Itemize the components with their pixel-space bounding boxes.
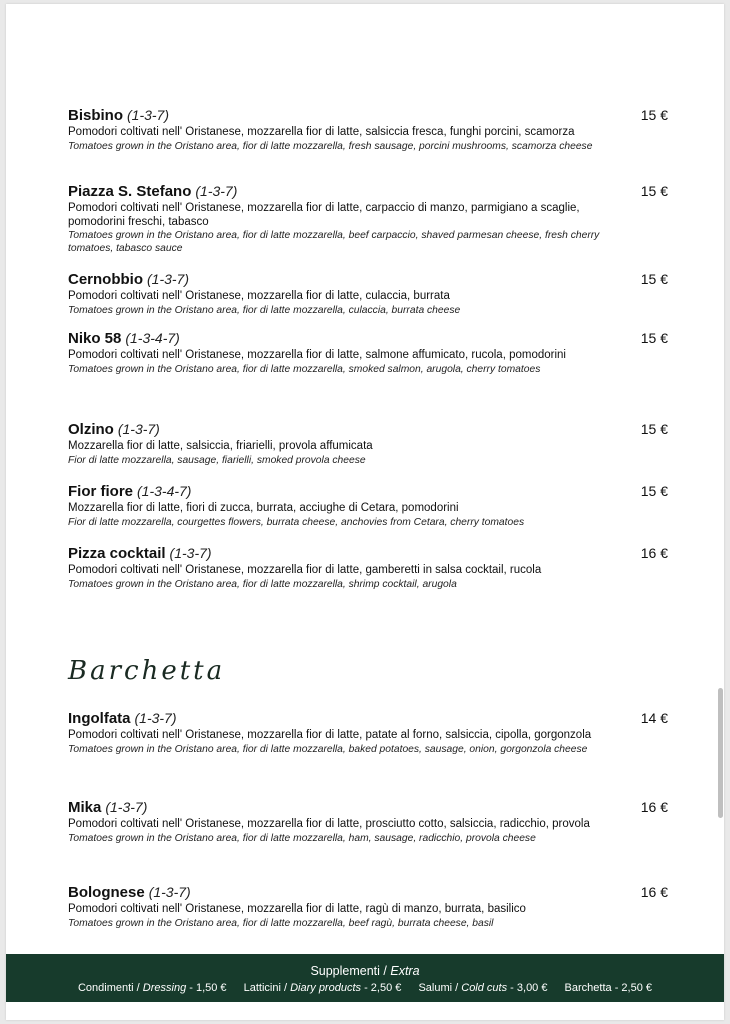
- item-name: Cernobbio: [68, 271, 143, 288]
- item-description-it: Pomodori coltivati nell' Oristanese, mozzarella fior di latte, ragù di manzo, burrata, basilico: [68, 903, 526, 915]
- menu-item-ingolfata: [68, 709, 668, 756]
- menu-item-bolognese: [68, 883, 668, 930]
- supplement-barchetta: Barchetta - 2,50 €: [564, 982, 653, 994]
- item-price: 14 €: [640, 710, 668, 726]
- item-allergens: (1-3-7): [105, 799, 148, 815]
- supplement-price: 2,50 €: [621, 982, 653, 994]
- item-allergens: (1-3-7): [117, 421, 160, 437]
- item-description-en: Tomatoes grown in the Oristano area, fior di latte mozzarella, baked potatoes, sausage, onion, gorgonzola cheese: [68, 743, 588, 755]
- item-description-en: Fior di latte mozzarella, sausage, fiarielli, smoked provola cheese: [68, 454, 366, 466]
- supplement-price: 2,50 €: [370, 982, 402, 994]
- supplement-label-en: Diary products: [290, 982, 362, 994]
- item-description-it: Mozzarella fior di latte, salsiccia, friarielli, provola affumicata: [68, 440, 373, 452]
- item-header: [68, 182, 668, 201]
- menu-item-niko-58: [68, 329, 668, 376]
- supplements-footer: [6, 954, 724, 1002]
- supplement-price: 1,50 €: [195, 982, 227, 994]
- item-name: Fior fiore: [68, 483, 134, 500]
- supplement-label-en: Dressing: [142, 982, 187, 994]
- menu-item-olzino: [68, 420, 668, 467]
- menu-item-mika: [68, 798, 668, 845]
- item-price: 16 €: [640, 884, 668, 900]
- item-description-it: Pomodori coltivati nell' Oristanese, mozzarella fior di latte, prosciutto cotto, salsiccia, radicchio, provola: [68, 818, 590, 830]
- item-price: 15 €: [640, 107, 668, 123]
- scrollbar-thumb[interactable]: [718, 688, 723, 818]
- item-name: Mika: [68, 799, 102, 816]
- item-price: 15 €: [640, 421, 668, 437]
- menu-item-pizza-cocktail: [68, 544, 668, 591]
- item-description-en: Tomatoes grown in the Oristano area, fior di latte mozzarella, culaccia, burrata cheese: [68, 304, 461, 316]
- item-name: Pizza cocktail: [68, 545, 166, 562]
- item-description-it: Mozzarella fior di latte, fiori di zucca, burrata, acciughe di Cetara, pomodorini: [68, 502, 459, 514]
- item-description-it: Pomodori coltivati nell' Oristanese, mozzarella fior di latte, carpaccio di manzo, parmigiano a scaglie, pomodorini freschi, tabasco: [68, 202, 580, 228]
- item-name: Olzino: [68, 421, 114, 438]
- item-header: [68, 883, 668, 902]
- item-name: Ingolfata: [68, 710, 131, 727]
- supplements-title: [6, 954, 724, 978]
- item-price: 15 €: [640, 483, 668, 499]
- item-allergens: (1-3-7): [169, 545, 212, 561]
- item-description-it: Pomodori coltivati nell' Oristanese, mozzarella fior di latte, salsiccia fresca, funghi porcini, scamorza: [68, 126, 575, 138]
- item-description-en: Tomatoes grown in the Oristano area, fior di latte mozzarella, beef ragù, burrata cheese, basil: [68, 917, 494, 929]
- supplement-price: 3,00 €: [516, 982, 548, 994]
- item-header: [68, 329, 668, 348]
- supplements-title-it: Supplementi: [310, 964, 380, 978]
- item-header: [68, 798, 668, 817]
- item-price: 15 €: [640, 183, 668, 199]
- item-allergens: (1-3-7): [127, 107, 170, 123]
- item-price: 16 €: [640, 545, 668, 561]
- item-price: 16 €: [640, 799, 668, 815]
- item-allergens: (1-3-7): [147, 271, 190, 287]
- supplement-label-it: Barchetta: [564, 982, 612, 994]
- item-description-en: Tomatoes grown in the Oristano area, fior di latte mozzarella, smoked salmon, arugola, cherry tomatoes: [68, 363, 541, 375]
- item-header: [68, 709, 668, 728]
- item-header: [68, 106, 668, 125]
- supplements-title-sep: /: [379, 964, 391, 978]
- supplement-label-en: Cold cuts: [461, 982, 508, 994]
- supplement-diary-products: Latticini / Diary products - 2,50 €: [243, 982, 402, 994]
- item-allergens: (1-3-4-7): [137, 483, 192, 499]
- supplement-cold-cuts: Salumi / Cold cuts - 3,00 €: [418, 982, 548, 994]
- item-allergens: (1-3-4-7): [125, 330, 180, 346]
- menu-page: [6, 4, 724, 1020]
- item-description-en: Fior di latte mozzarella, courgettes flowers, burrata cheese, anchovies from Cetara, cherry tomatoes: [68, 516, 525, 528]
- item-price: 15 €: [640, 271, 668, 287]
- item-name: Niko 58: [68, 330, 122, 347]
- supplement-label-it: Salumi: [418, 982, 453, 994]
- item-header: [68, 420, 668, 439]
- supplements-list: [6, 982, 724, 995]
- menu-item-fior-fiore: [68, 482, 668, 529]
- supplement-label-it: Latticini: [243, 982, 281, 994]
- item-description-en: Tomatoes grown in the Oristano area, fior di latte mozzarella, shrimp cocktail, arugola: [68, 578, 457, 590]
- item-description-it: Pomodori coltivati nell' Oristanese, mozzarella fior di latte, salmone affumicato, rucola, pomodorini: [68, 349, 566, 361]
- supplement-dressing: Condimenti / Dressing - 1,50 €: [77, 982, 227, 994]
- item-description-en: Tomatoes grown in the Oristano area, fior di latte mozzarella, beef carpaccio, shaved parmesan cheese, fresh cherry tomatoes, tabasco sauce: [68, 230, 600, 254]
- item-price: 15 €: [640, 330, 668, 346]
- item-name: Bolognese: [68, 884, 145, 901]
- item-name: Bisbino: [68, 107, 123, 124]
- item-description-en: Tomatoes grown in the Oristano area, fior di latte mozzarella, fresh sausage, porcini mushrooms, scamorza cheese: [68, 140, 593, 152]
- supplements-title-en: Extra: [390, 964, 420, 978]
- item-description-it: Pomodori coltivati nell' Oristanese, mozzarella fior di latte, culaccia, burrata: [68, 290, 450, 302]
- item-allergens: (1-3-7): [134, 710, 177, 726]
- item-description-it: Pomodori coltivati nell' Oristanese, mozzarella fior di latte, patate al forno, salsiccia, cipolla, gorgonzola: [68, 729, 592, 741]
- menu-item-bisbino: [68, 106, 668, 153]
- section-title-barchetta: Barchetta: [68, 656, 226, 686]
- menu-item-cernobbio: [68, 270, 668, 317]
- item-name: Piazza S. Stefano: [68, 183, 192, 200]
- menu-item-piazza-s-stefano: [68, 182, 668, 255]
- item-header: [68, 482, 668, 501]
- item-allergens: (1-3-7): [195, 183, 238, 199]
- item-header: [68, 544, 668, 563]
- item-header: [68, 270, 668, 289]
- item-description-it: Pomodori coltivati nell' Oristanese, mozzarella fior di latte, gamberetti in salsa cocktail, rucola: [68, 564, 542, 576]
- supplement-label-it: Condimenti: [77, 982, 134, 994]
- item-allergens: (1-3-7): [148, 884, 191, 900]
- item-description-en: Tomatoes grown in the Oristano area, fior di latte mozzarella, ham, sausage, radicchio, provola cheese: [68, 832, 536, 844]
